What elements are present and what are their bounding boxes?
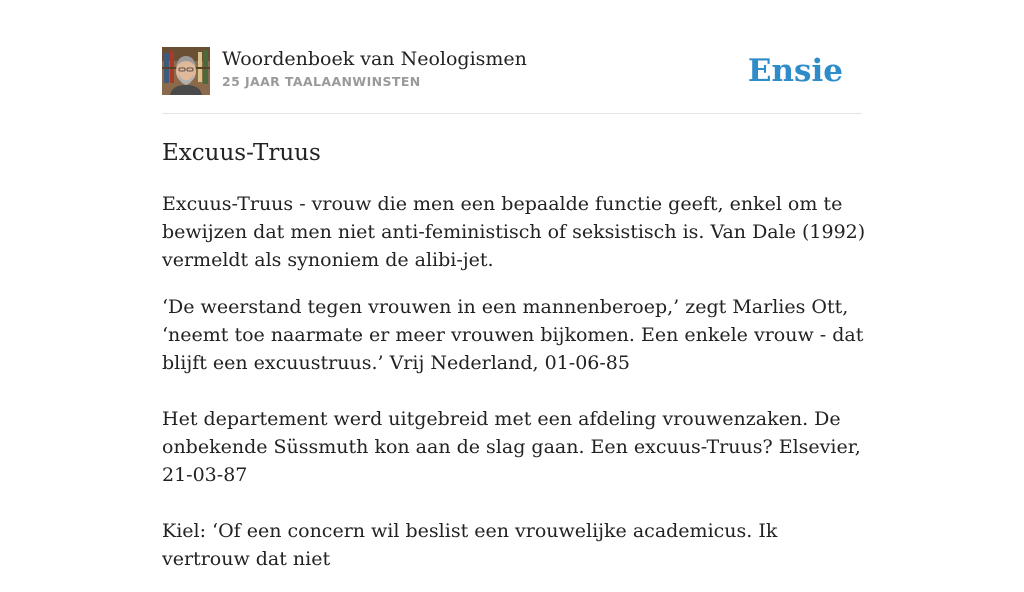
quote-paragraph: Kiel: ‘Of een concern wil beslist een vrouwelijke academicus. Ik vertrouw dat niet bbox=[162, 520, 778, 570]
source-subtitle: 25 JAAR TAALAANWINSTEN bbox=[222, 74, 421, 89]
author-avatar[interactable] bbox=[162, 47, 210, 95]
source-title[interactable]: Woordenboek van Neologismen bbox=[222, 48, 527, 70]
source-header bbox=[162, 47, 862, 95]
quote-paragraph: Het departement werd uitgebreid met een afdeling vrouwenzaken. De onbekende Süssmuth kon aan de slag gaan. Een excuus-Truus? Elsevier, 21-03-87 bbox=[162, 408, 861, 486]
entry-content bbox=[162, 190, 867, 592]
header-divider bbox=[162, 113, 862, 114]
entry-definition: Excuus-Truus - vrouw die men een bepaalde functie geeft, enkel om te bewijzen dat men niet anti-feministisch of seksistisch is. Van Dale (1992) vermeldt als synoniem de alibi-jet. bbox=[162, 193, 866, 271]
quote-paragraph: ‘De weerstand tegen vrouwen in een mannenberoep,’ zegt Marlies Ott, ‘neemt toe naarmate er meer vrouwen bijkomen. Een enkele vrouw - dat blijft een excuustruus.’ Vrij Nederland, 01-06-85 bbox=[162, 296, 864, 374]
ensie-logo[interactable]: Ensie bbox=[747, 53, 843, 89]
entry-title: Excuus-Truus bbox=[162, 140, 321, 166]
